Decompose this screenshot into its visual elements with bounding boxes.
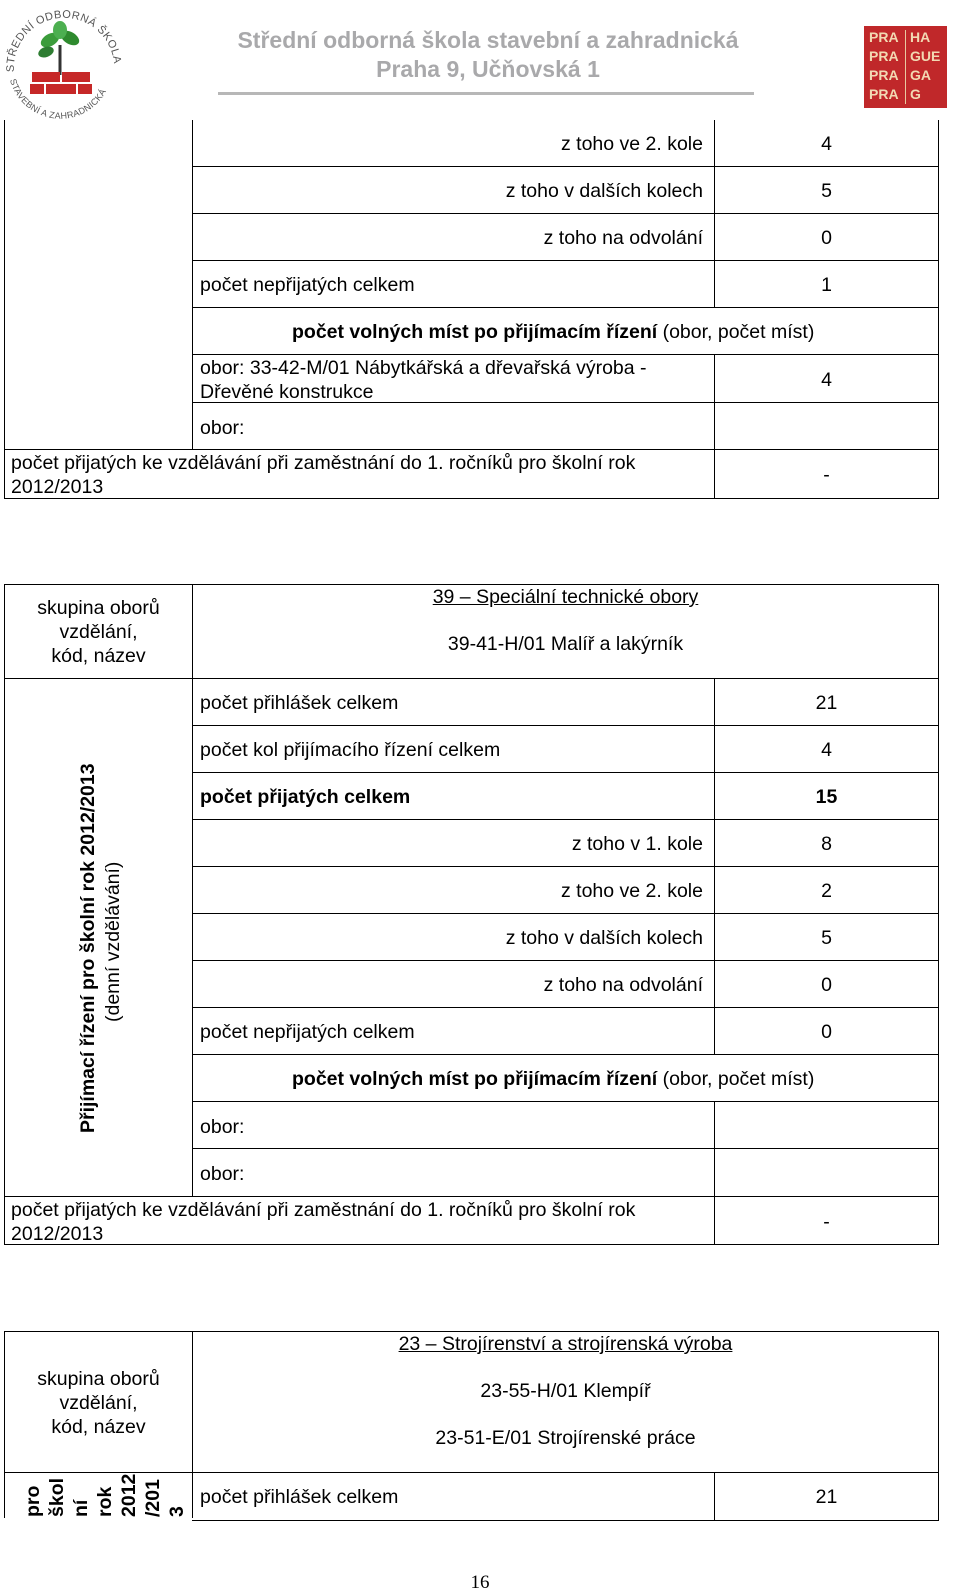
s1-row1-label: z toho ve 2. kole — [560, 133, 703, 155]
s1-zamestnani-value: - — [823, 464, 830, 486]
s3-vertical-fragment: 3 — [166, 1506, 188, 1517]
s2-row2-value: 4 — [821, 739, 832, 761]
s1-row2-label: z toho v dalších kolech — [505, 180, 703, 202]
praha-logo-text: PRA — [869, 48, 899, 64]
header-rule — [218, 92, 754, 95]
s2-row5-label: z toho ve 2. kole — [560, 880, 703, 902]
s2-row7-value: 0 — [821, 974, 832, 996]
s2-zamestnani-line1: počet přijatých ke vzdělávání při zaměstnání do 1. ročníků pro školní rok — [11, 1199, 636, 1221]
s3-group-title: 23 – Strojírenství a strojírenská výroba — [398, 1333, 733, 1355]
school-title-line2: Praha 9, Učňovská 1 — [376, 56, 600, 82]
s2-volna-mista-bold: počet volných míst po přijímacím řízení — [292, 1068, 658, 1090]
s2-obor1: obor: — [200, 1116, 245, 1138]
s3-vertical-fragment: rok — [94, 1486, 116, 1517]
s3-vertical-fragment: ní — [70, 1499, 92, 1517]
s1-zamestnani-line1: počet přijatých ke vzdělávání při zaměstnání do 1. ročníků pro školní rok — [11, 452, 636, 474]
s2-row8-label: počet nepřijatých celkem — [200, 1021, 415, 1043]
s2-volna-mista-heading — [292, 1067, 814, 1091]
s3-row1-label: počet přihlášek celkem — [200, 1486, 399, 1508]
svg-text:STAVEBNÍ A ZAHRADNICKÁ — [8, 77, 108, 120]
s2-row1-value: 21 — [815, 692, 838, 714]
s3-skupina-line3: kód, název — [51, 1416, 146, 1438]
s1-volna-mista-rest: (obor, počet míst) — [657, 321, 815, 343]
s1-obor1-value: 4 — [821, 369, 832, 391]
s2-row8-value: 0 — [821, 1021, 832, 1043]
praha-logo-text: GUE — [910, 48, 941, 64]
s1-obor2: obor: — [200, 417, 245, 439]
s3-field1: 23-55-H/01 Klempíř — [480, 1380, 651, 1402]
s3-vertical-clip — [5, 1473, 192, 1518]
s3-skupina-line2: vzdělání, — [59, 1392, 138, 1414]
s2-row1-label: počet přihlášek celkem — [200, 692, 399, 714]
s2-skupina-line2: vzdělání, — [59, 621, 138, 643]
s3-vertical-fragment: škol — [46, 1477, 68, 1517]
s2-row2-label: počet kol přijímacího řízení celkem — [200, 739, 501, 761]
s2-volna-mista-rest: (obor, počet míst) — [657, 1068, 815, 1090]
s2-row4-label: z toho v 1. kole — [571, 833, 703, 855]
praha-logo-text: PRA — [869, 29, 899, 45]
s2-field: 39-41-H/01 Malíř a lakýrník — [447, 633, 684, 655]
s3-vertical-fragment: 2012 — [118, 1473, 140, 1517]
s3-row1-value: 21 — [815, 1486, 838, 1508]
praha-logo-text: GA — [910, 67, 931, 83]
s2-row5-value: 2 — [821, 880, 832, 902]
s1-zamestnani-line2: 2012/2013 — [11, 476, 104, 498]
s1-row3-label: z toho na odvolání — [543, 227, 703, 249]
page-number: 16 — [470, 1572, 490, 1593]
s3-vertical-fragment: /201 — [142, 1479, 164, 1517]
praha-logo-text: PRA — [869, 86, 899, 102]
s1-obor1-line2: Dřevěné konstrukce — [200, 381, 374, 403]
s2-row7-label: z toho na odvolání — [543, 974, 703, 996]
s2-zamestnani-value: - — [823, 1211, 830, 1233]
s2-skupina-line3: kód, název — [51, 645, 146, 667]
s3-vertical-fragment: pro — [22, 1485, 44, 1517]
s2-skupina-line1: skupina oborů — [37, 597, 160, 619]
logo-text-top: STŘEDNÍ ODBORNÁ ŠKOLA — [4, 8, 124, 73]
school-logo — [0, 0, 125, 122]
school-title — [218, 26, 758, 84]
s2-row6-label: z toho v dalších kolech — [505, 927, 703, 949]
s2-vertical-title: Přijímací řízení pro školní rok 2012/2013 — [77, 763, 99, 1133]
s2-vertical-subtitle: (denní vzdělávání) — [102, 861, 124, 1022]
s2-row6-value: 5 — [821, 927, 832, 949]
s1-row2-value: 5 — [821, 180, 832, 202]
s1-volna-mista-heading — [292, 320, 814, 344]
s1-row1-value: 4 — [821, 133, 832, 155]
praha-logo-text: G — [910, 86, 921, 102]
s1-obor1-line1: obor: 33-42-M/01 Nábytkářská a dřevařská výroba - — [200, 357, 647, 379]
s2-obor2: obor: — [200, 1163, 245, 1185]
praha-logo-text: PRA — [869, 67, 899, 83]
logo-text-bottom: STAVEBNÍ A ZAHRADNICKÁ — [7, 77, 109, 121]
s1-row4-value: 1 — [821, 274, 832, 296]
praha-logo-text: HA — [910, 29, 931, 45]
s1-row3-value: 0 — [821, 227, 832, 249]
s2-row4-value: 8 — [821, 833, 832, 855]
s2-zamestnani-line2: 2012/2013 — [11, 1223, 104, 1245]
s1-volna-mista-bold: počet volných míst po přijímacím řízení — [292, 321, 658, 343]
s2-group-title: 39 – Speciální technické obory — [432, 586, 699, 608]
s3-skupina-line1: skupina oborů — [37, 1368, 160, 1390]
s3-field2: 23-51-E/01 Strojírenské práce — [435, 1427, 696, 1449]
s2-row3-label: počet přijatých celkem — [200, 786, 411, 808]
s1-row4-label: počet nepřijatých celkem — [200, 274, 415, 296]
school-title-line1: Střední odborná škola stavební a zahradnická — [237, 27, 739, 53]
s2-row3-value: 15 — [815, 786, 838, 808]
praha-logo — [864, 26, 947, 108]
